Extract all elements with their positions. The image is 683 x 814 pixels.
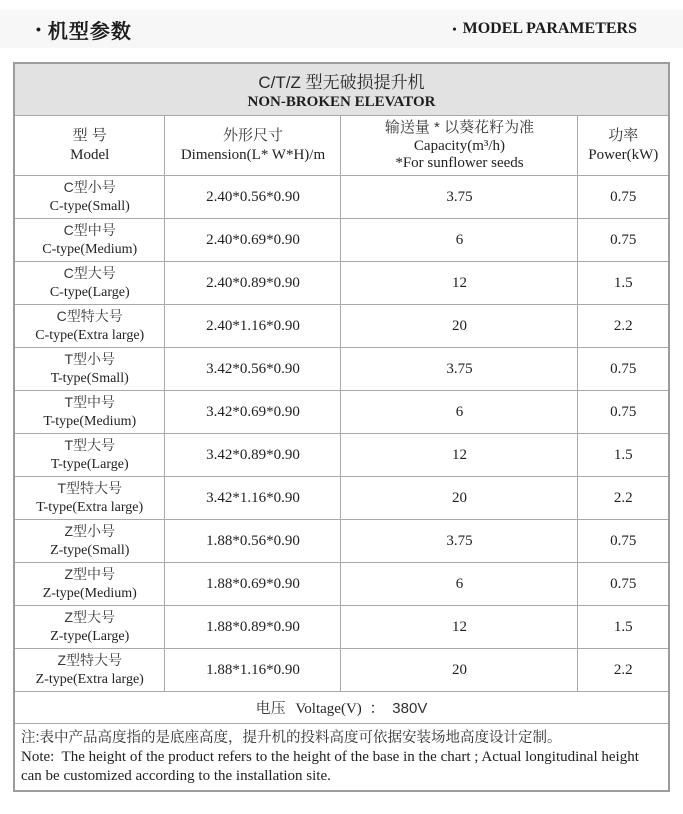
model-cell (14, 434, 165, 477)
page-title-zh-text: 机型参数 (47, 20, 132, 43)
table-title-zh: C/T/Z 型无破损提升机 (258, 73, 425, 92)
dimension-cell: 2.40*0.89*0.90 (165, 262, 341, 305)
column-header-row (14, 116, 669, 176)
column-header-model-en: Model (70, 146, 110, 163)
model-cell (14, 305, 165, 348)
table-row (14, 305, 669, 348)
table-row (14, 434, 669, 477)
column-header-capacity-en: Capacity(m³/h) (413, 137, 506, 154)
table-row (14, 176, 669, 219)
model-name-en: T-type(Extra large) (36, 499, 144, 515)
model-name-zh: Z型大号 (64, 609, 116, 626)
model-name-en: Z-type(Extra large) (35, 671, 144, 687)
model-name-en: T-type(Medium) (43, 413, 137, 429)
capacity-cell: 3.75 (341, 520, 578, 563)
model-cell (14, 176, 165, 219)
power-cell: 1.5 (578, 606, 669, 649)
page-title-en (452, 20, 637, 38)
column-header-capacity-note: *For sunflower seeds (395, 154, 524, 171)
note-text-en: Note: The height of the product refers to the height of the base in the chart ; Actual longitudinal height can be customized according to the installation site. (20, 749, 643, 785)
capacity-cell: 6 (341, 563, 578, 606)
capacity-cell: 12 (341, 606, 578, 649)
model-cell (14, 649, 165, 692)
model-name-zh: Z型小号 (64, 523, 116, 540)
model-name-en: T-type(Small) (50, 370, 129, 386)
dimension-cell: 3.42*0.69*0.90 (165, 391, 341, 434)
model-name-zh: C型特大号 (56, 308, 123, 325)
model-name-en: C-type(Large) (49, 284, 130, 300)
bullet-icon: • (452, 22, 457, 36)
dimension-cell: 3.42*0.56*0.90 (165, 348, 341, 391)
model-name-zh: T型大号 (64, 437, 116, 454)
power-cell: 2.2 (578, 477, 669, 520)
model-name-zh: C型中号 (63, 222, 116, 239)
capacity-cell: 12 (341, 434, 578, 477)
capacity-cell: 20 (341, 649, 578, 692)
page-title-zh (36, 15, 132, 44)
table-row (14, 563, 669, 606)
model-cell (14, 563, 165, 606)
power-cell: 0.75 (578, 391, 669, 434)
capacity-cell: 20 (341, 305, 578, 348)
power-cell: 0.75 (578, 520, 669, 563)
dimension-cell: 1.88*1.16*0.90 (165, 649, 341, 692)
model-name-zh: T型小号 (64, 351, 116, 368)
voltage-cell (14, 692, 669, 724)
table-row (14, 391, 669, 434)
table-row (14, 520, 669, 563)
model-name-zh: C型小号 (63, 179, 116, 196)
capacity-cell: 6 (341, 219, 578, 262)
model-cell (14, 606, 165, 649)
voltage-value: 380V (392, 700, 428, 717)
model-cell (14, 477, 165, 520)
table-row (14, 348, 669, 391)
model-cell (14, 262, 165, 305)
column-header-power-zh: 功率 (608, 126, 639, 144)
model-name-zh: T型特大号 (57, 480, 123, 497)
model-parameters-table (13, 62, 670, 792)
column-header-model (14, 116, 165, 176)
capacity-cell: 12 (341, 262, 578, 305)
power-cell: 2.2 (578, 649, 669, 692)
capacity-cell: 20 (341, 477, 578, 520)
bullet-icon: • (36, 21, 42, 37)
power-cell: 1.5 (578, 262, 669, 305)
column-header-power (578, 116, 669, 176)
power-cell: 0.75 (578, 176, 669, 219)
dimension-cell: 2.40*0.69*0.90 (165, 219, 341, 262)
table-title-en: NON-BROKEN ELEVATOR (247, 94, 436, 110)
dimension-cell: 2.40*1.16*0.90 (165, 305, 341, 348)
model-name-en: C-type(Medium) (42, 241, 138, 257)
column-header-power-en: Power(kW) (588, 146, 659, 163)
model-name-en: Z-type(Small) (50, 542, 130, 558)
table-title-cell (14, 63, 669, 116)
column-header-dimension-en: Dimension(L* W*H)/m (180, 146, 326, 163)
power-cell: 1.5 (578, 434, 669, 477)
table-row (14, 649, 669, 692)
note-row (14, 724, 669, 791)
table-title-row (14, 63, 669, 116)
model-name-en: C-type(Extra large) (35, 327, 145, 343)
model-name-zh: C型大号 (63, 265, 116, 282)
dimension-cell: 2.40*0.56*0.90 (165, 176, 341, 219)
column-header-model-zh: 型 号 (72, 126, 107, 144)
table-row (14, 477, 669, 520)
model-name-en: C-type(Small) (49, 198, 130, 214)
power-cell: 0.75 (578, 563, 669, 606)
table-row (14, 606, 669, 649)
dimension-cell: 1.88*0.89*0.90 (165, 606, 341, 649)
dimension-cell: 3.42*0.89*0.90 (165, 434, 341, 477)
model-cell (14, 348, 165, 391)
note-text-zh: 注:表中产品高度指的是底座高度，提升机的投料高度可依据安装场地高度设计定制。 (20, 730, 562, 746)
model-name-zh: Z型中号 (64, 566, 116, 583)
dimension-cell: 3.42*1.16*0.90 (165, 477, 341, 520)
capacity-cell: 3.75 (341, 176, 578, 219)
dimension-cell: 1.88*0.69*0.90 (165, 563, 341, 606)
column-header-capacity (341, 116, 578, 176)
column-header-capacity-zh: 输送量 * 以葵花籽为准 (384, 118, 535, 136)
column-header-dimension (165, 116, 341, 176)
capacity-cell: 6 (341, 391, 578, 434)
power-cell: 0.75 (578, 348, 669, 391)
table-row (14, 219, 669, 262)
voltage-label-zh: 电压 (255, 700, 286, 717)
model-name-en: T-type(Large) (50, 456, 129, 472)
dimension-cell: 1.88*0.56*0.90 (165, 520, 341, 563)
model-cell (14, 219, 165, 262)
model-cell (14, 391, 165, 434)
power-cell: 2.2 (578, 305, 669, 348)
model-name-en: Z-type(Medium) (42, 585, 137, 601)
voltage-line (256, 701, 428, 717)
page-title-en-text: MODEL PARAMETERS (462, 20, 637, 37)
page-header-band (0, 10, 683, 48)
model-name-zh: Z型特大号 (57, 652, 123, 669)
column-header-dimension-zh: 外形尺寸 (222, 126, 283, 144)
voltage-row (14, 692, 669, 724)
table-row (14, 262, 669, 305)
voltage-separator: ： (369, 700, 385, 717)
model-name-en: Z-type(Large) (50, 628, 130, 644)
voltage-label-en: Voltage(V) (295, 701, 362, 717)
capacity-cell: 3.75 (341, 348, 578, 391)
model-name-zh: T型中号 (64, 394, 116, 411)
model-cell (14, 520, 165, 563)
note-cell (14, 724, 669, 791)
power-cell: 0.75 (578, 219, 669, 262)
